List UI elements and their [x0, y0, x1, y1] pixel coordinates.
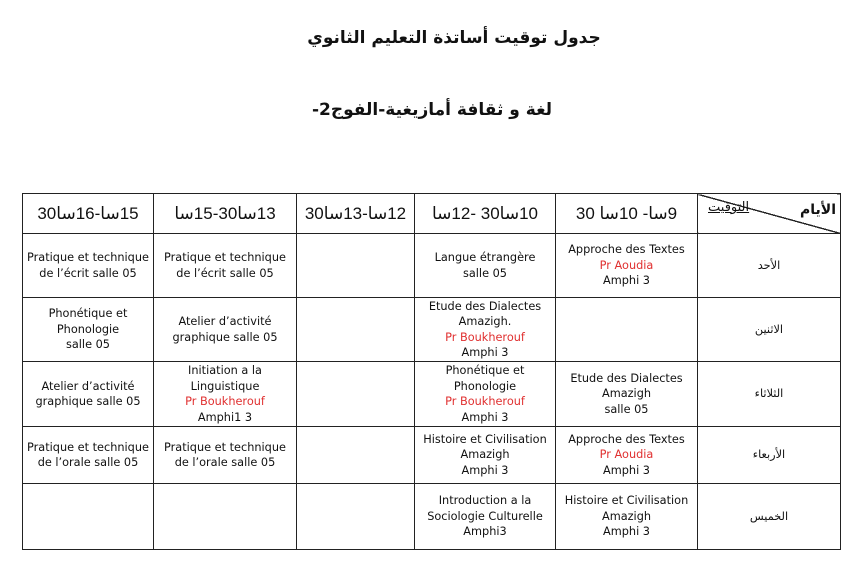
teacher-name: Pr Boukherouf: [445, 395, 525, 408]
schedule-cell: [154, 484, 297, 550]
course-line: Pratique et technique: [164, 440, 286, 454]
schedule-cell: [415, 484, 556, 550]
schedule-cell: [23, 484, 154, 550]
schedule-cell: [556, 298, 698, 362]
course-line: salle 05: [462, 266, 507, 280]
teacher-name: Pr Aoudia: [599, 258, 654, 272]
course-line: Histoire et Civilisation: [564, 494, 689, 508]
course-line: Sociologie Culturelle: [427, 509, 543, 523]
day-row: [23, 427, 841, 484]
schedule-cell: [297, 362, 415, 427]
course-line: graphique salle 05: [35, 395, 141, 408]
schedule-cell: [297, 298, 415, 362]
time-slot-header-4: 13سا30-15سا: [154, 194, 297, 234]
schedule-cell: [297, 234, 415, 298]
schedule-cell: [297, 484, 415, 550]
timetable-header-row: [23, 194, 841, 234]
course-line: de l’écrit salle 05: [176, 266, 274, 280]
day-row: [23, 362, 841, 427]
schedule-cell: [23, 362, 154, 427]
course-line: Phonétique et: [445, 364, 525, 377]
course-line: salle 05: [65, 338, 110, 352]
course-line: graphique salle 05: [172, 330, 278, 344]
schedule-cell: [154, 362, 297, 427]
course-line: Phonétique et: [48, 307, 128, 321]
teacher-name: Pr Boukherouf: [185, 395, 265, 408]
schedule-cell: [154, 427, 297, 484]
course-line: Amazigh: [460, 448, 510, 462]
course-line: Amphi 3: [603, 463, 650, 477]
day-name-cell: الثلاثاء: [698, 362, 841, 427]
schedule-cell: [556, 234, 698, 298]
course-line: Amphi1 3: [197, 410, 253, 424]
time-slot-header-5: 15سا-16سا30: [23, 194, 154, 234]
timetable: [22, 193, 841, 550]
course-line: Amazigh: [601, 387, 652, 401]
course-line: Amazigh: [601, 509, 652, 523]
schedule-cell: [23, 234, 154, 298]
schedule-cell: [154, 234, 297, 298]
course-line: Amphi 3: [603, 525, 650, 539]
schedule-cell: [556, 362, 698, 427]
days-column-label: الأيام: [800, 201, 836, 217]
course-line: Amphi3: [463, 525, 507, 539]
time-row-label: التوقيت: [708, 199, 750, 214]
day-name-cell: الأحد: [698, 234, 841, 298]
day-row: [23, 484, 841, 550]
course-line: de l’orale salle 05: [174, 456, 276, 469]
course-line: Amphi 3: [461, 346, 509, 359]
course-line: Pratique et technique: [27, 251, 149, 264]
course-line: Phonologie: [56, 322, 120, 336]
course-line: Amazigh.: [458, 315, 512, 328]
course-line: Atelier d’activité: [41, 379, 135, 393]
teacher-name: Pr Aoudia: [599, 448, 654, 462]
schedule-cell: [23, 427, 154, 484]
course-line: Atelier d’activité: [178, 315, 272, 328]
teacher-name: Pr Boukherouf: [445, 330, 525, 344]
course-line: Etude des Dialectes: [570, 371, 683, 385]
time-slot-header-2: 10سا30 -12سا: [415, 194, 556, 234]
schedule-cell: [23, 298, 154, 362]
schedule-cell: [154, 298, 297, 362]
course-line: Approche des Textes: [568, 432, 685, 446]
course-line: Amphi 3: [603, 274, 650, 288]
course-line: de l’écrit salle 05: [39, 266, 137, 280]
time-slot-header-1: 9سا- 10سا 30: [556, 194, 698, 234]
day-row: [23, 298, 841, 362]
schedule-cell: [415, 298, 556, 362]
corner-header-cell: [698, 194, 841, 234]
schedule-cell: [556, 484, 698, 550]
course-line: salle 05: [604, 402, 649, 416]
course-line: Amphi 3: [461, 410, 509, 424]
schedule-cell: [297, 427, 415, 484]
course-line: Amphi 3: [461, 463, 509, 477]
course-line: Pratique et technique: [164, 251, 286, 264]
course-line: Linguistique: [190, 379, 260, 393]
course-line: Initiation a la: [188, 364, 262, 377]
day-name-cell: الاثنين: [698, 298, 841, 362]
schedule-cell: [556, 427, 698, 484]
day-name-cell: الأربعاء: [698, 427, 841, 484]
time-slot-header-3: 12سا-13سا30: [297, 194, 415, 234]
document-subtitle: لغة و ثقافة أمازيغية-الفوج2-: [311, 100, 553, 120]
course-line: Etude des Dialectes: [428, 299, 542, 313]
day-name-cell: الخميس: [698, 484, 841, 550]
course-line: de l’orale salle 05: [37, 456, 139, 469]
document-title: جدول توقيت أساتذة التعليم الثانوي: [307, 28, 601, 48]
day-row: [23, 234, 841, 298]
schedule-cell: [415, 427, 556, 484]
course-line: Pratique et technique: [27, 440, 149, 454]
schedule-cell: [415, 234, 556, 298]
course-line: Langue étrangère: [434, 251, 536, 264]
schedule-cell: [415, 362, 556, 427]
course-line: Introduction a la: [438, 494, 532, 508]
course-line: Histoire et Civilisation: [423, 432, 547, 446]
course-line: Approche des Textes: [568, 243, 685, 257]
course-line: Phonologie: [453, 379, 517, 393]
